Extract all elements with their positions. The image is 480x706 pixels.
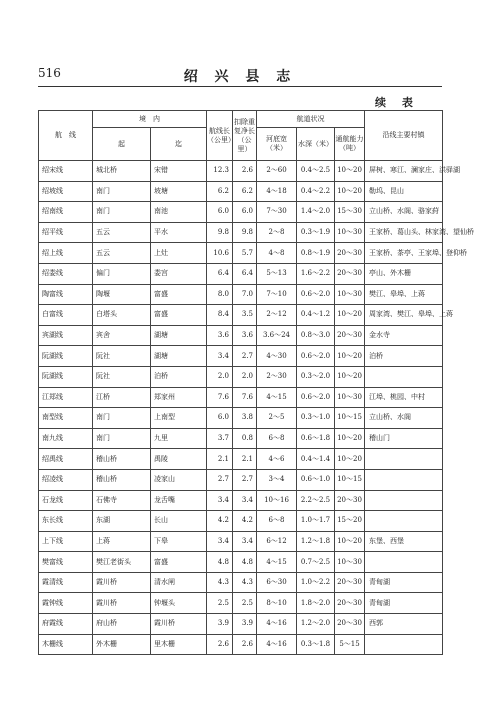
route-cell: 府霞线 [39, 614, 93, 635]
from-cell: 稽山桥 [93, 449, 151, 470]
net-length-cell: 3.8 [233, 408, 257, 429]
page-header [38, 66, 442, 84]
to-cell: 南池 [151, 202, 207, 223]
villages-cell [365, 511, 443, 532]
depth-cell: 0.6～2.0 [297, 346, 335, 367]
width-cell: 7～30 [257, 202, 297, 223]
capacity-cell: 10～20 [335, 346, 365, 367]
route-cell: 石龙线 [39, 490, 93, 511]
table-row [39, 161, 443, 182]
route-cell: 绍南线 [39, 202, 93, 223]
capacity-cell: 10～20 [335, 531, 365, 552]
width-cell: 4～8 [257, 243, 297, 264]
depth-cell: 0.3～1.0 [297, 408, 335, 429]
net-length-cell: 2.0 [233, 366, 257, 387]
capacity-cell: 10～20 [335, 305, 365, 326]
to-cell: 霞川桥 [151, 614, 207, 635]
net-length-cell: 9.8 [233, 222, 257, 243]
from-cell: 城北桥 [93, 161, 151, 182]
to-cell: 湖塘 [151, 346, 207, 367]
net-length-cell: 0.8 [233, 428, 257, 449]
from-cell: 南门 [93, 428, 151, 449]
to-cell: 上灶 [151, 243, 207, 264]
capacity-cell: 10～20 [335, 181, 365, 202]
villages-cell [365, 449, 443, 470]
table-row [39, 346, 443, 367]
header-net-length: 扣除重复净长 （公里） [233, 111, 257, 161]
waterway-table [38, 110, 475, 655]
from-cell: 阮社 [93, 346, 151, 367]
to-cell: 富盛 [151, 284, 207, 305]
net-length-cell: 2.7 [233, 346, 257, 367]
from-cell: 霞川桥 [93, 593, 151, 614]
capacity-cell: 10～30 [335, 552, 365, 573]
route-cell: 绍禹线 [39, 449, 93, 470]
net-length-cell: 2.6 [233, 634, 257, 655]
to-cell: 下皋 [151, 531, 207, 552]
width-cell: 4～16 [257, 634, 297, 655]
width-cell: 3.6～24 [257, 325, 297, 346]
capacity-cell: 20～30 [335, 572, 365, 593]
length-cell: 3.9 [207, 614, 233, 635]
capacity-cell: 10～30 [335, 284, 365, 305]
route-cell: 绍宋线 [39, 161, 93, 182]
table-row [39, 593, 443, 614]
table-row [39, 366, 443, 387]
length-cell: 6.0 [207, 202, 233, 223]
from-cell: 宾舍 [93, 325, 151, 346]
header-capacity: 通航能力 （吨） [335, 128, 365, 161]
villages-cell: 东堡、西堡 [365, 531, 443, 552]
to-cell: 上南型 [151, 408, 207, 429]
villages-cell: 周家湾、樊江、皋埠、上蒋 [365, 305, 443, 326]
to-cell: 娄宫 [151, 263, 207, 284]
header-route: 航 线 [39, 111, 93, 161]
width-cell: 2～8 [257, 222, 297, 243]
to-cell: 郑家州 [151, 387, 207, 408]
depth-cell: 0.6～1.0 [297, 469, 335, 490]
width-cell: 8～10 [257, 593, 297, 614]
width-cell: 4～15 [257, 552, 297, 573]
to-cell: 平水 [151, 222, 207, 243]
from-cell: 霞川桥 [93, 572, 151, 593]
to-cell: 富盛 [151, 305, 207, 326]
villages-cell: 立山桥、水阁 [365, 408, 443, 429]
depth-cell: 1.8～2.0 [297, 593, 335, 614]
villages-cell: 樊江、皋埠、上蒋 [365, 284, 443, 305]
table-row [39, 634, 443, 655]
villages-cell: 泊桥 [365, 346, 443, 367]
from-cell: 偏门 [93, 263, 151, 284]
depth-cell: 1.4～2.0 [297, 202, 335, 223]
width-cell: 4～6 [257, 449, 297, 470]
to-cell: 泊桥 [151, 366, 207, 387]
length-cell: 6.2 [207, 181, 233, 202]
route-cell: 白富线 [39, 305, 93, 326]
to-cell: 禹陵 [151, 449, 207, 470]
length-cell: 2.6 [207, 634, 233, 655]
depth-cell: 0.4～1.2 [297, 305, 335, 326]
route-cell: 绍平线 [39, 222, 93, 243]
depth-cell: 0.4～1.4 [297, 449, 335, 470]
route-cell: 绍坡线 [39, 181, 93, 202]
net-length-cell: 2.7 [233, 469, 257, 490]
length-cell: 4.3 [207, 572, 233, 593]
length-cell: 2.1 [207, 449, 233, 470]
net-length-cell: 2.1 [233, 449, 257, 470]
route-cell: 霞钟线 [39, 593, 93, 614]
width-cell: 6～12 [257, 531, 297, 552]
to-cell: 九里 [151, 428, 207, 449]
table-row [39, 305, 443, 326]
villages-cell [365, 469, 443, 490]
width-cell: 2～5 [257, 408, 297, 429]
width-cell: 6～8 [257, 428, 297, 449]
width-cell: 6～30 [257, 572, 297, 593]
net-length-cell: 7.6 [233, 387, 257, 408]
table-row [39, 243, 443, 264]
length-cell: 9.8 [207, 222, 233, 243]
from-cell: 南门 [93, 202, 151, 223]
header-to: 迄 [151, 128, 207, 161]
depth-cell: 1.2～1.8 [297, 531, 335, 552]
villages-cell: 屏树、寒江、澜家庄、洪驿湖 [365, 161, 443, 182]
villages-cell: 勒坞、昆山 [365, 181, 443, 202]
depth-cell: 0.8～3.0 [297, 325, 335, 346]
villages-cell: 王家桥、葛山头、林家湾、望仙桥 [365, 222, 443, 243]
to-cell: 湖塘 [151, 325, 207, 346]
length-cell: 6.4 [207, 263, 233, 284]
route-cell: 南九线 [39, 428, 93, 449]
width-cell: 5～13 [257, 263, 297, 284]
net-length-cell: 4.8 [233, 552, 257, 573]
net-length-cell: 6.4 [233, 263, 257, 284]
capacity-cell: 5～15 [335, 634, 365, 655]
depth-cell: 0.6～1.8 [297, 428, 335, 449]
header-jingnei: 境 内 [93, 111, 207, 128]
to-cell: 宋错 [151, 161, 207, 182]
header-channel: 航道状况 [257, 111, 365, 128]
villages-cell: 江埠、桃园、中村 [365, 387, 443, 408]
capacity-cell: 15～20 [335, 511, 365, 532]
from-cell: 上蒋 [93, 531, 151, 552]
length-cell: 3.4 [207, 531, 233, 552]
villages-cell: 青甸湖 [365, 593, 443, 614]
to-cell: 富盛 [151, 552, 207, 573]
length-cell: 2.5 [207, 593, 233, 614]
length-cell: 2.7 [207, 469, 233, 490]
capacity-cell: 20～30 [335, 614, 365, 635]
net-length-cell: 2.6 [233, 161, 257, 182]
from-cell: 府山桥 [93, 614, 151, 635]
from-cell: 江桥 [93, 387, 151, 408]
continued-label: 续 表 [375, 96, 419, 109]
table-row [39, 284, 443, 305]
length-cell: 12.3 [207, 161, 233, 182]
route-cell: 木栅线 [39, 634, 93, 655]
table-row [39, 181, 443, 202]
villages-cell: 亭山、外木栅 [365, 263, 443, 284]
route-cell: 陶富线 [39, 284, 93, 305]
from-cell: 东湖 [93, 511, 151, 532]
route-cell: 南型线 [39, 408, 93, 429]
capacity-cell: 10～15 [335, 469, 365, 490]
table-row [39, 469, 443, 490]
header-length: 航线长 （公里） [207, 111, 233, 161]
route-cell: 宾湖线 [39, 325, 93, 346]
villages-cell: 王家桥、茶亭、王家埠、登仰桥 [365, 243, 443, 264]
depth-cell: 1.2～2.0 [297, 614, 335, 635]
to-cell: 坡塘 [151, 181, 207, 202]
from-cell: 外木栅 [93, 634, 151, 655]
width-cell: 3～4 [257, 469, 297, 490]
to-cell: 凌家山 [151, 469, 207, 490]
depth-cell: 0.6～2.0 [297, 284, 335, 305]
villages-cell: 西郭 [365, 614, 443, 635]
width-cell: 4～15 [257, 387, 297, 408]
route-cell: 阮湖线 [39, 346, 93, 367]
net-length-cell: 7.0 [233, 284, 257, 305]
length-cell: 3.7 [207, 428, 233, 449]
route-cell: 绍上线 [39, 243, 93, 264]
table-body [39, 161, 475, 655]
net-length-cell: 5.7 [233, 243, 257, 264]
width-cell: 2～30 [257, 366, 297, 387]
villages-cell: 立山桥、水阁、骆家荮 [365, 202, 443, 223]
width-cell: 4～18 [257, 181, 297, 202]
depth-cell: 2.2～2.5 [297, 490, 335, 511]
to-cell: 龙舌嘴 [151, 490, 207, 511]
route-cell: 阮湖线 [39, 366, 93, 387]
net-length-cell: 3.4 [233, 531, 257, 552]
to-cell: 钟堰头 [151, 593, 207, 614]
width-cell: 2～60 [257, 161, 297, 182]
route-cell: 东长线 [39, 511, 93, 532]
table-row [39, 263, 443, 284]
page-title: 绍 兴 县 志 [183, 69, 297, 85]
width-cell: 10～16 [257, 490, 297, 511]
villages-cell [365, 634, 443, 655]
to-cell: 长山 [151, 511, 207, 532]
length-cell: 3.4 [207, 346, 233, 367]
depth-cell: 0.4～2.5 [297, 161, 335, 182]
page-number: 516 [38, 66, 61, 80]
capacity-cell: 20～30 [335, 490, 365, 511]
capacity-cell: 10～20 [335, 449, 365, 470]
capacity-cell: 10～20 [335, 428, 365, 449]
depth-cell: 0.7～2.5 [297, 552, 335, 573]
table-row [39, 614, 443, 635]
depth-cell: 0.3～1.8 [297, 634, 335, 655]
width-cell: 2～12 [257, 305, 297, 326]
length-cell: 2.0 [207, 366, 233, 387]
length-cell: 7.6 [207, 387, 233, 408]
header-depth: 水深（米） [297, 128, 335, 161]
net-length-cell: 6.2 [233, 181, 257, 202]
from-cell: 五云 [93, 222, 151, 243]
capacity-cell: 10～20 [335, 161, 365, 182]
depth-cell: 0.6～2.0 [297, 387, 335, 408]
route-cell: 上下线 [39, 531, 93, 552]
from-cell: 白塔头 [93, 305, 151, 326]
route-cell: 江郑线 [39, 387, 93, 408]
table-row [39, 490, 443, 511]
capacity-cell: 10～20 [335, 366, 365, 387]
from-cell: 稽山桥 [93, 469, 151, 490]
length-cell: 3.6 [207, 325, 233, 346]
net-length-cell: 3.6 [233, 325, 257, 346]
table-row [39, 531, 443, 552]
net-length-cell: 4.2 [233, 511, 257, 532]
depth-cell: 1.0～2.2 [297, 572, 335, 593]
capacity-cell: 20～30 [335, 325, 365, 346]
width-cell: 6～8 [257, 511, 297, 532]
from-cell: 南门 [93, 181, 151, 202]
from-cell: 樊江老街头 [93, 552, 151, 573]
net-length-cell: 2.5 [233, 593, 257, 614]
table-row [39, 222, 443, 243]
table-row [39, 511, 443, 532]
table-row [39, 552, 443, 573]
length-cell: 8.4 [207, 305, 233, 326]
table-row [39, 408, 443, 429]
length-cell: 3.4 [207, 490, 233, 511]
header-width: 河底宽 （米） [257, 128, 297, 161]
width-cell: 7～10 [257, 284, 297, 305]
net-length-cell: 3.5 [233, 305, 257, 326]
width-cell: 4～30 [257, 346, 297, 367]
villages-cell [365, 366, 443, 387]
villages-cell: 青甸湖 [365, 572, 443, 593]
length-cell: 6.0 [207, 408, 233, 429]
depth-cell: 0.4～2.2 [297, 181, 335, 202]
net-length-cell: 3.4 [233, 490, 257, 511]
route-cell: 霞清线 [39, 572, 93, 593]
capacity-cell: 10～30 [335, 222, 365, 243]
net-length-cell: 3.9 [233, 614, 257, 635]
from-cell: 南门 [93, 408, 151, 429]
header-from: 起 [93, 128, 151, 161]
route-cell: 绍凌线 [39, 469, 93, 490]
depth-cell: 0.8～1.9 [297, 243, 335, 264]
table-row [39, 572, 443, 593]
villages-cell: 金水寺 [365, 325, 443, 346]
route-cell: 樊富线 [39, 552, 93, 573]
table-row [39, 428, 443, 449]
route-cell: 绍娄线 [39, 263, 93, 284]
depth-cell: 1.0～1.7 [297, 511, 335, 532]
table-row [39, 449, 443, 470]
width-cell: 4～16 [257, 614, 297, 635]
to-cell: 里木栅 [151, 634, 207, 655]
header-villages: 沿线主要村镇 [365, 111, 443, 161]
capacity-cell: 10～15 [335, 408, 365, 429]
depth-cell: 1.6～2.2 [297, 263, 335, 284]
to-cell: 清水闸 [151, 572, 207, 593]
length-cell: 10.6 [207, 243, 233, 264]
villages-cell [365, 490, 443, 511]
length-cell: 4.8 [207, 552, 233, 573]
net-length-cell: 4.3 [233, 572, 257, 593]
capacity-cell: 20～30 [335, 243, 365, 264]
from-cell: 陶堰 [93, 284, 151, 305]
table-row [39, 202, 443, 223]
villages-cell: 稽山门 [365, 428, 443, 449]
length-cell: 4.2 [207, 511, 233, 532]
table-row [39, 387, 443, 408]
net-length-cell: 6.0 [233, 202, 257, 223]
header-rule [38, 86, 442, 87]
from-cell: 阮社 [93, 366, 151, 387]
length-cell: 8.0 [207, 284, 233, 305]
capacity-cell: 15～30 [335, 202, 365, 223]
depth-cell: 0.3～2.0 [297, 366, 335, 387]
from-cell: 石佛寺 [93, 490, 151, 511]
capacity-cell: 20～30 [335, 593, 365, 614]
capacity-cell: 20～30 [335, 263, 365, 284]
villages-cell [365, 552, 443, 573]
depth-cell: 0.3～1.9 [297, 222, 335, 243]
from-cell: 五云 [93, 243, 151, 264]
table-row [39, 325, 443, 346]
capacity-cell: 10～30 [335, 387, 365, 408]
